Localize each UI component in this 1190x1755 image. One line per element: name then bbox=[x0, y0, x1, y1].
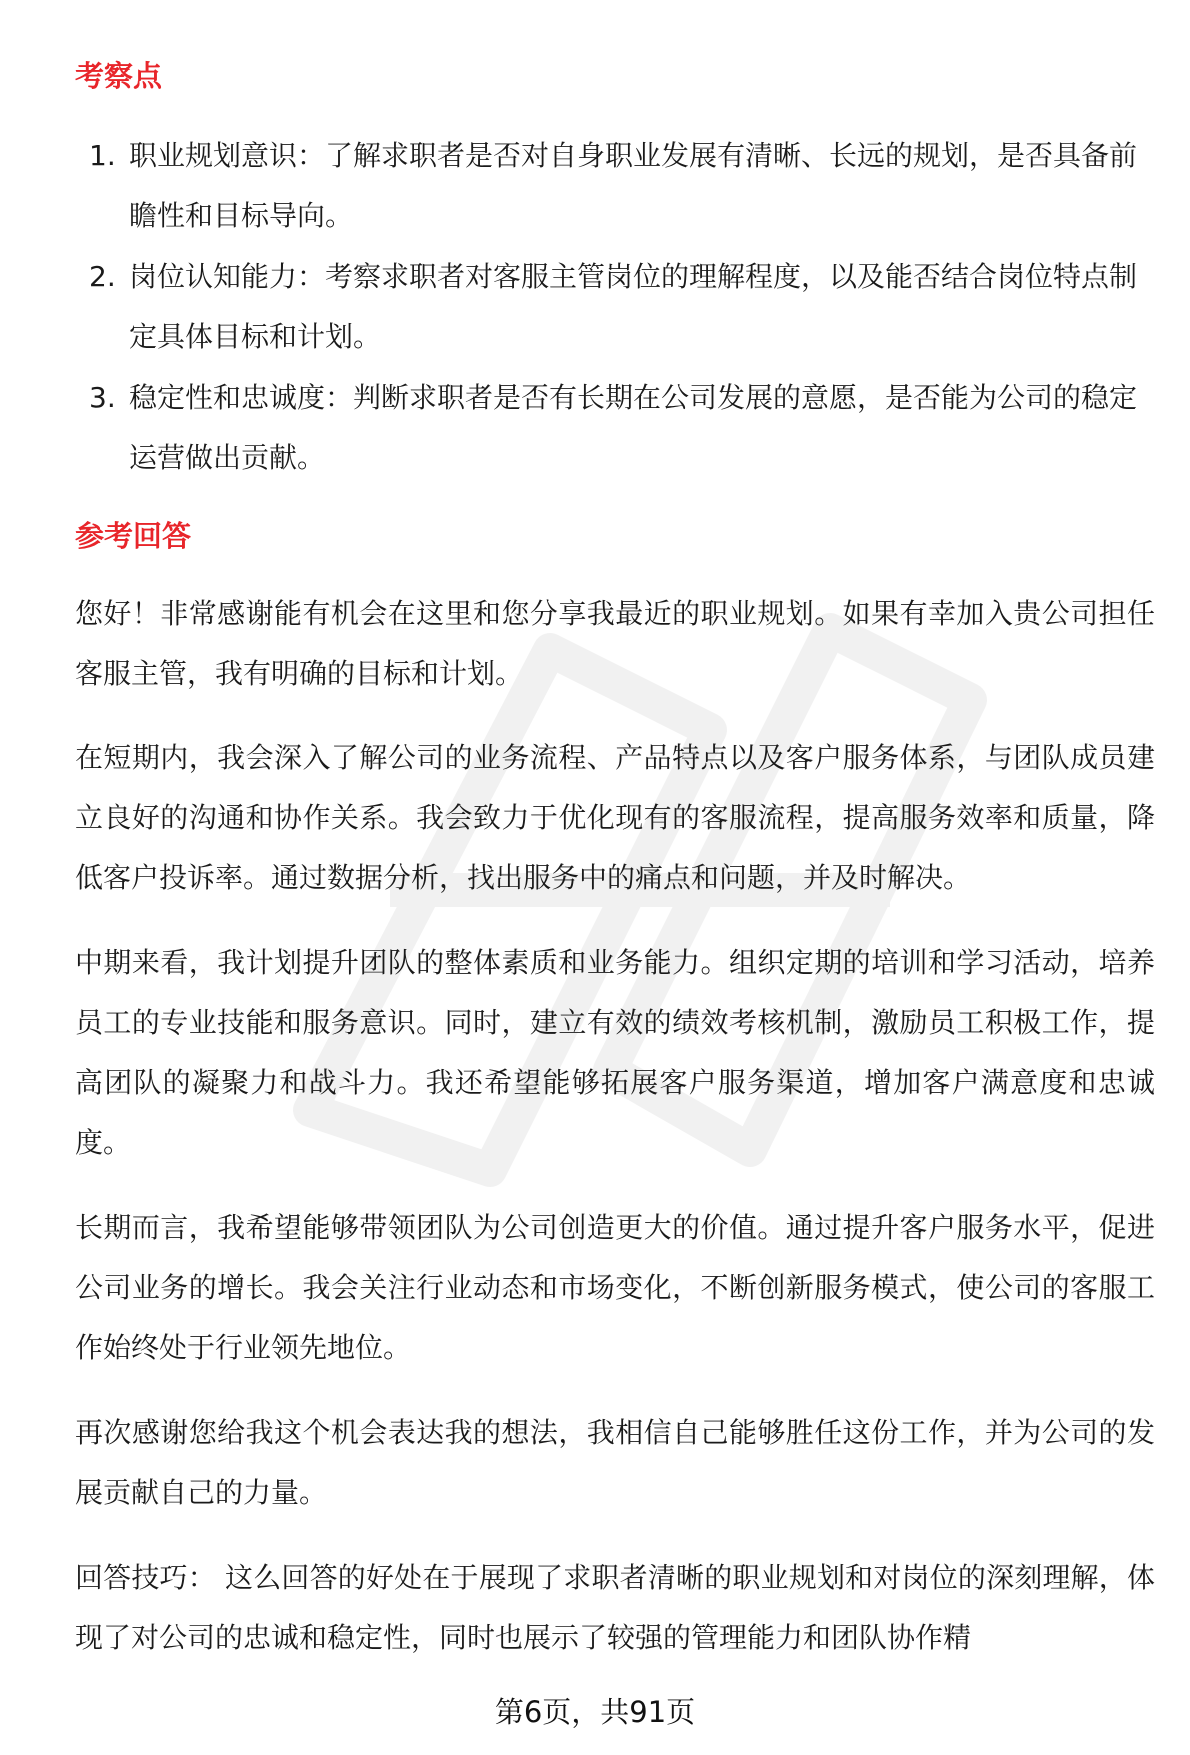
points-list bbox=[75, 126, 1155, 489]
page-number: 第6页，共91页 bbox=[494, 1695, 696, 1729]
list-item bbox=[75, 368, 1155, 488]
answer-paragraph: 中期来看，我计划提升团队的整体素质和业务能力。组织定期的培训和学习活动，培养员工的专业技能和服务意识。同时，建立有效的绩效考核机制，激励员工积极工作，提高团队的凝聚力和战斗力。我还希望能够拓展客户服务渠道，增加客户满意度和忠诚度。 bbox=[75, 946, 1155, 1159]
tips-paragraph: 回答技巧： 这么回答的好处在于展现了求职者清晰的职业规划和对岗位的深刻理解，体现了对公司的忠诚和稳定性，同时也展示了较强的管理能力和团队协作精 bbox=[75, 1561, 1155, 1654]
list-number: 3. bbox=[89, 381, 116, 414]
list-number: 1. bbox=[89, 139, 116, 172]
list-item bbox=[75, 247, 1155, 367]
list-item-text: 职业规划意识：了解求职者是否对自身职业发展有清晰、长远的规划，是否具备前瞻性和目标导向。 bbox=[129, 139, 1138, 232]
list-item-text: 稳定性和忠诚度：判断求职者是否有长期在公司发展的意愿，是否能为公司的稳定运营做出贡献。 bbox=[129, 381, 1138, 474]
answer-paragraph: 您好！非常感谢能有机会在这里和您分享我最近的职业规划。如果有幸加入贵公司担任客服主管，我有明确的目标和计划。 bbox=[75, 597, 1155, 690]
answer-paragraph: 在短期内，我会深入了解公司的业务流程、产品特点以及客户服务体系，与团队成员建立良好的沟通和协作关系。我会致力于优化现有的客服流程，提高服务效率和质量，降低客户投诉率。通过数据分析，找出服务中的痛点和问题，并及时解决。 bbox=[75, 741, 1155, 894]
list-item bbox=[75, 126, 1155, 246]
section-title-points: 考察点 bbox=[75, 59, 163, 93]
answer-paragraph: 长期而言，我希望能够带领团队为公司创造更大的价值。通过提升客户服务水平，促进公司业务的增长。我会关注行业动态和市场变化，不断创新服务模式，使公司的客服工作始终处于行业领先地位。 bbox=[75, 1211, 1155, 1364]
answer-paragraph: 再次感谢您给我这个机会表达我的想法，我相信自己能够胜任这份工作，并为公司的发展贡献自己的力量。 bbox=[75, 1416, 1155, 1509]
section-title-answer: 参考回答 bbox=[75, 519, 192, 553]
list-number: 2. bbox=[89, 260, 116, 293]
list-item-text: 岗位认知能力：考察求职者对客服主管岗位的理解程度，以及能否结合岗位特点制定具体目标和计划。 bbox=[129, 260, 1138, 353]
